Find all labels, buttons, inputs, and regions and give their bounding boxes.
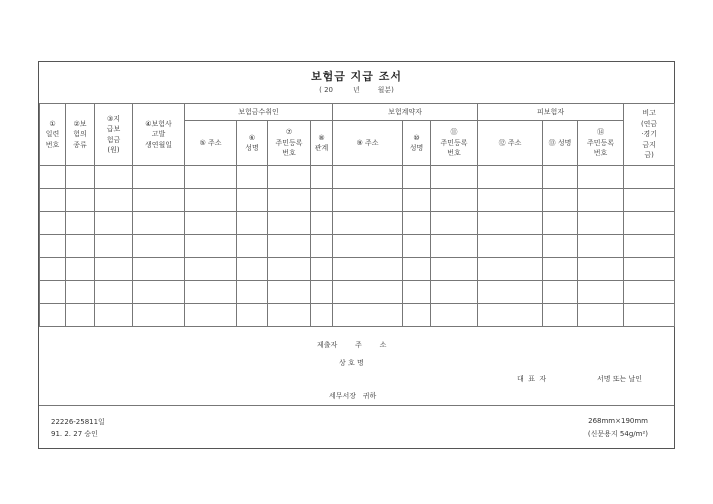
table-cell xyxy=(185,212,237,235)
table-cell xyxy=(431,304,478,327)
table-row xyxy=(40,189,675,212)
table-cell xyxy=(431,212,478,235)
table-cell xyxy=(133,166,185,189)
table-cell xyxy=(95,304,133,327)
table-cell xyxy=(133,304,185,327)
table-cell xyxy=(543,212,578,235)
table-cell xyxy=(40,235,66,258)
table-cell xyxy=(333,304,403,327)
table-cell xyxy=(543,258,578,281)
table-cell xyxy=(624,258,675,281)
footer-divider xyxy=(39,405,674,406)
table-cell xyxy=(578,166,624,189)
table-cell xyxy=(403,189,431,212)
tax-office-recipient: 세무서장 귀하 xyxy=(329,392,377,400)
table-cell xyxy=(543,235,578,258)
table-cell xyxy=(311,212,333,235)
table-cell xyxy=(333,212,403,235)
table-cell xyxy=(333,235,403,258)
submitter-address-label: 제출자 주 소 xyxy=(317,341,387,349)
table-cell xyxy=(403,281,431,304)
table-cell xyxy=(237,281,268,304)
form-period: ( 20 년 월분) xyxy=(319,86,394,94)
header-insured-name: ⑬ 성명 xyxy=(543,121,578,166)
table-cell xyxy=(185,304,237,327)
table-cell xyxy=(478,166,543,189)
table-cell xyxy=(403,166,431,189)
table-cell xyxy=(237,304,268,327)
payment-statement-form xyxy=(38,61,675,449)
table-cell xyxy=(578,235,624,258)
header-recipient-name: ⑥ 성명 xyxy=(237,121,268,166)
table-cell xyxy=(543,189,578,212)
table-cell xyxy=(403,235,431,258)
table-cell xyxy=(40,304,66,327)
table-cell xyxy=(624,189,675,212)
table-cell xyxy=(311,166,333,189)
signature-label: 서명 또는 날인 xyxy=(597,375,643,383)
table-cell xyxy=(624,212,675,235)
table-cell xyxy=(133,212,185,235)
table-cell xyxy=(624,304,675,327)
table-cell xyxy=(133,235,185,258)
table-cell xyxy=(268,235,311,258)
header-recipient-relation: ⑧ 관계 xyxy=(311,121,333,166)
representative-label: 대 표 자 xyxy=(517,375,547,383)
table-cell xyxy=(95,258,133,281)
header-recipient-address: ⑤ 주소 xyxy=(185,121,237,166)
table-cell xyxy=(333,189,403,212)
header-contractor-group: 보험계약자 xyxy=(333,104,478,121)
header-contractor-id: ⑪ 주민등록 번호 xyxy=(431,121,478,166)
header-insured-group: 피보험자 xyxy=(478,104,624,121)
form-number: 22226-25811일 xyxy=(51,418,105,426)
table-cell xyxy=(133,189,185,212)
table-cell xyxy=(403,304,431,327)
table-cell xyxy=(333,258,403,281)
table-cell xyxy=(185,166,237,189)
table-cell xyxy=(431,281,478,304)
table-cell xyxy=(431,235,478,258)
table-cell xyxy=(578,258,624,281)
paper-size: 268mm×190mm xyxy=(588,417,648,425)
header-contractor-address: ⑨ 주소 xyxy=(333,121,403,166)
table-cell xyxy=(403,212,431,235)
header-recipient-id: ⑦ 주민등록 번호 xyxy=(268,121,311,166)
table-cell xyxy=(95,166,133,189)
table-cell xyxy=(133,258,185,281)
table-cell xyxy=(311,281,333,304)
table-cell xyxy=(311,235,333,258)
table-cell xyxy=(543,166,578,189)
table-cell xyxy=(237,258,268,281)
company-name-label: 상 호 명 xyxy=(339,359,364,367)
table-cell xyxy=(66,166,95,189)
header-contractor-name: ⑩ 성명 xyxy=(403,121,431,166)
table-cell xyxy=(40,258,66,281)
table-cell xyxy=(578,281,624,304)
header-insured-address: ⑫ 주소 xyxy=(478,121,543,166)
table-cell xyxy=(95,189,133,212)
header-insured-id: ⑭ 주민등록 번호 xyxy=(578,121,624,166)
table-cell xyxy=(66,258,95,281)
table-cell xyxy=(478,304,543,327)
table-cell xyxy=(578,304,624,327)
table-cell xyxy=(66,235,95,258)
header-row-1 xyxy=(40,104,675,121)
table-cell xyxy=(237,189,268,212)
table-cell xyxy=(95,212,133,235)
table-cell xyxy=(40,189,66,212)
table-cell xyxy=(478,189,543,212)
table-cell xyxy=(311,304,333,327)
table-cell xyxy=(133,281,185,304)
table-cell xyxy=(268,304,311,327)
table-row xyxy=(40,235,675,258)
table-cell xyxy=(624,166,675,189)
table-cell xyxy=(578,189,624,212)
table-row xyxy=(40,258,675,281)
table-cell xyxy=(543,281,578,304)
table-cell xyxy=(268,189,311,212)
table-cell xyxy=(543,304,578,327)
table-cell xyxy=(268,258,311,281)
table-cell xyxy=(66,212,95,235)
table-cell xyxy=(268,281,311,304)
table-cell xyxy=(237,166,268,189)
statement-table xyxy=(39,103,675,327)
table-cell xyxy=(478,212,543,235)
table-cell xyxy=(333,166,403,189)
table-cell xyxy=(403,258,431,281)
table-cell xyxy=(478,258,543,281)
table-cell xyxy=(40,212,66,235)
table-cell xyxy=(185,189,237,212)
header-recipient-group: 보험금수취인 xyxy=(185,104,333,121)
table-cell xyxy=(478,281,543,304)
header-serial-number: ① 일련 번호 xyxy=(40,104,66,166)
table-cell xyxy=(478,235,543,258)
table-cell xyxy=(185,281,237,304)
header-remark: 비고 (연금 ·경기 금지 금) xyxy=(624,104,675,166)
table-cell xyxy=(40,166,66,189)
table-row xyxy=(40,304,675,327)
table-cell xyxy=(40,281,66,304)
table-cell xyxy=(578,212,624,235)
table-cell xyxy=(333,281,403,304)
header-paid-amount: ③지 급보 험금 (원) xyxy=(95,104,133,166)
form-title: 보험금 지급 조서 xyxy=(310,70,403,83)
approval-date: 91. 2. 27 승인 xyxy=(51,430,98,438)
table-cell xyxy=(268,212,311,235)
table-cell xyxy=(311,258,333,281)
table-cell xyxy=(311,189,333,212)
table-cell xyxy=(237,235,268,258)
paper-type: (신문용지 54g/m²) xyxy=(587,430,648,438)
table-cell xyxy=(185,258,237,281)
table-row xyxy=(40,212,675,235)
table-cell xyxy=(95,281,133,304)
table-cell xyxy=(624,235,675,258)
table-row xyxy=(40,166,675,189)
table-cell xyxy=(95,235,133,258)
table-row xyxy=(40,281,675,304)
table-cell xyxy=(185,235,237,258)
table-cell xyxy=(624,281,675,304)
table-cell xyxy=(66,189,95,212)
table-cell xyxy=(237,212,268,235)
table-cell xyxy=(66,281,95,304)
table-cell xyxy=(268,166,311,189)
table-cell xyxy=(431,258,478,281)
table-cell xyxy=(431,189,478,212)
header-insurance-type: ②보 험의 종류 xyxy=(66,104,95,166)
table-cell xyxy=(431,166,478,189)
table-cell xyxy=(66,304,95,327)
header-accident-birthdate: ④보험사 고발 생연월일 xyxy=(133,104,185,166)
